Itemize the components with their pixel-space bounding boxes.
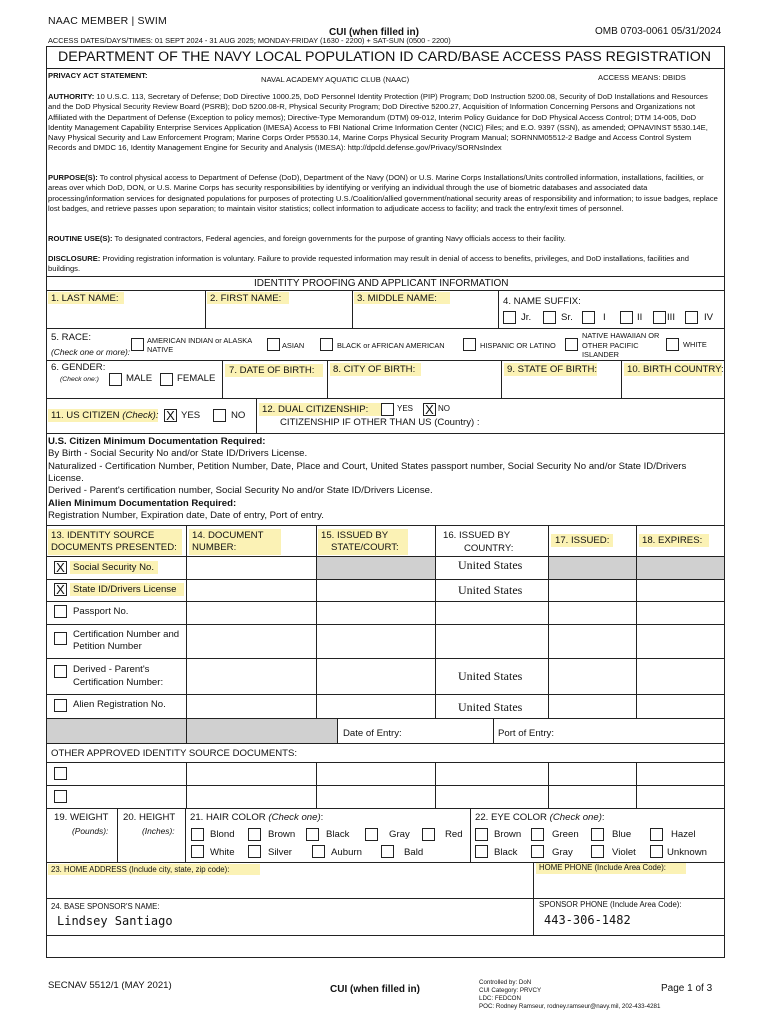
alien-label: Alien Registration No. [73, 699, 166, 710]
ssn-expires-cell [637, 557, 724, 579]
sponsor-phone[interactable]: 443-306-1482 [544, 913, 631, 927]
base-sponsor-name[interactable]: Lindsey Santiago [57, 914, 173, 928]
certification-checkbox[interactable] [54, 632, 67, 645]
race-black-checkbox[interactable] [320, 338, 333, 351]
form-number: SECNAV 5512/1 (MAY 2021) [48, 980, 172, 991]
eye-gray-label: Gray [552, 847, 573, 858]
gender-male-checkbox[interactable] [109, 373, 122, 386]
derived-issued-country[interactable]: United States [458, 669, 523, 683]
col-identity-source-b: DOCUMENTS PRESENTED: [51, 542, 177, 553]
dual-citizenship-label: 12. DUAL CITIZENSHIP: [262, 404, 369, 415]
ssn-issued-by-state-cell [317, 557, 435, 579]
form-title: DEPARTMENT OF THE NAVY LOCAL POPULATION ID CARD/BASE ACCESS PASS REGISTRATION [58, 49, 712, 65]
ssn-checkbox[interactable]: X [54, 561, 67, 574]
race-asian-checkbox[interactable] [267, 338, 280, 351]
suffix-ii-checkbox[interactable] [620, 311, 633, 324]
hair-black-label: Black [326, 829, 350, 840]
disclosure-label: DISCLOSURE: [48, 254, 101, 263]
eye-unknown-checkbox[interactable] [650, 845, 663, 858]
us-citizen-yes-label: YES [181, 410, 201, 421]
col-issued-by-country-b: COUNTRY: [464, 543, 514, 554]
other-doc-checkbox-2[interactable] [54, 790, 67, 803]
home-phone-label: HOME PHONE (Include Area Code): [539, 863, 666, 872]
certification-label-b: Petition Number [73, 641, 142, 652]
dual-citizenship-no-label: NO [438, 404, 450, 413]
race-hawaiian-label: NATIVE HAWAIIAN OR OTHER PACIFIC ISLANDER [582, 331, 660, 359]
routine-use-paragraph [48, 234, 720, 244]
height-unit: (Inches): [142, 826, 175, 836]
other-documents-label: OTHER APPROVED IDENTITY SOURCE DOCUMENTS: [51, 748, 298, 759]
weight-label: 19. WEIGHT [54, 812, 109, 823]
eye-green-label: Green [552, 829, 579, 840]
eye-gray-checkbox[interactable] [531, 845, 544, 858]
eye-brown-checkbox[interactable] [475, 828, 488, 841]
access-dates: ACCESS DATES/DAYS/TIMES: 01 SEPT 2024 - 31 AUG 2025; MONDAY-FRIDAY (1630 - 2200) + SAT-SUN (0500 - 2200) [48, 36, 451, 45]
alien-checkbox[interactable] [54, 699, 67, 712]
race-hispanic-checkbox[interactable] [463, 338, 476, 351]
passport-label: Passport No. [73, 606, 129, 617]
suffix-i-checkbox[interactable] [582, 311, 595, 324]
race-black-label: BLACK or AFRICAN AMERICAN [337, 341, 445, 350]
suffix-iii-checkbox[interactable] [653, 311, 666, 324]
col-document-number-b: NUMBER: [192, 542, 237, 553]
state-of-birth-label: 9. STATE OF BIRTH: [507, 364, 598, 375]
purpose-text: To control physical access to Department of Defense (DoD), Department of the Navy (DON) or U.S. Marine Corps Installations/Units controlled information, installations, facilities, or areas over which DoD, DON, or U.S. Marine Corps has security responsibilities by identifying or verifying an individual through the use of biometric databases and associated data processing/information services for designated populations for purposes of protecting U.S./Coalition/allied government/national security areas of responsibility and information; to issue badges, replace lost badges, and retrieve passes upon separation; to maintain visitor statistics; collect information to adjudicate access to facility; and track the entry/exit times of personnel. [48, 173, 718, 213]
race-white-checkbox[interactable] [666, 338, 679, 351]
gender-female-checkbox[interactable] [160, 373, 173, 386]
middle-name-label: 3. MIDDLE NAME: [357, 293, 437, 304]
race-white-label: WHITE [683, 340, 707, 349]
hair-black-checkbox[interactable] [306, 828, 319, 841]
hair-red-checkbox[interactable] [422, 828, 435, 841]
routine-label: ROUTINE USE(S): [48, 234, 113, 243]
suffix-sr-checkbox[interactable] [543, 311, 556, 324]
col-issued: 17. ISSUED: [555, 535, 610, 546]
suffix-iv-checkbox[interactable] [685, 311, 698, 324]
ssn-label: Social Security No. [73, 562, 155, 573]
us-doc-title: U.S. Citizen Minimum Documentation Required: [48, 436, 266, 447]
eye-violet-checkbox[interactable] [591, 845, 604, 858]
hair-gray-label: Gray [389, 829, 410, 840]
other-doc-checkbox-1[interactable] [54, 767, 67, 780]
ldc: LDC: FEDCON [479, 995, 521, 1002]
routine-text: To designated contractors, Federal agencies, and foreign governments for the purpose of granting Navy officials access to their facility. [112, 234, 566, 243]
hair-silver-checkbox[interactable] [248, 845, 261, 858]
birth-country-label: 10. BIRTH COUNTRY: [627, 364, 724, 375]
eye-blue-checkbox[interactable] [591, 828, 604, 841]
suffix-jr-checkbox[interactable] [503, 311, 516, 324]
gender-hint: (Check one:) [60, 376, 99, 383]
us-doc-naturalized: Naturalized - Certification Number, Petition Number, Date, Place and Court, United States passport number, Social Security No and/or State ID/Drivers [48, 461, 687, 472]
eye-black-checkbox[interactable] [475, 845, 488, 858]
col-issued-by-state-b: STATE/COURT: [331, 542, 399, 553]
hair-auburn-label: Auburn [331, 847, 362, 858]
cui-bottom: CUI (when filled in) [330, 984, 420, 995]
us-citizen-label: 11. US CITIZEN (Check): [51, 410, 159, 421]
state-id-checkbox[interactable]: X [54, 583, 67, 596]
hair-blond-checkbox[interactable] [191, 828, 204, 841]
first-name-label: 2. FIRST NAME: [210, 293, 282, 304]
eye-unknown-label: Unknown [667, 847, 707, 858]
suffix-iii-label: III [667, 312, 675, 323]
hair-gray-checkbox[interactable] [365, 828, 378, 841]
col-issued-by-country: 16. ISSUED BY [443, 530, 511, 541]
page-number: Page 1 of 3 [661, 983, 713, 994]
eye-hazel-checkbox[interactable] [650, 828, 663, 841]
dual-citizenship-yes-checkbox[interactable] [381, 403, 394, 416]
height-label: 20. HEIGHT [123, 812, 176, 823]
purpose-label: PURPOSE(S): [48, 173, 98, 182]
hair-color-label: 21. HAIR COLOR (Check one): [190, 812, 324, 823]
suffix-i-label: I [603, 312, 606, 323]
authority-text: 10 U.S.C. 113, Secretary of Defense; DoD Directive 1000.25, DoD Personnel Identity Protection (PIP) Program; DoD Instruction 5200.08, Security of DoD Installations and Resources and the DoD Physical Security Review Board (PSRB); DoD 5200.08-R, Physical Security Program; DoD Directive 5200.27, Acquisition of Information Concerning Persons and Organizations not Affiliated with the Department of Defense (Exception to policy memos); Directive-Type Memorandum (DTM) 09-012, Interim Policy Guidance for DoD Physical Access Control; DTM 14-005, DoD Identity Management Capability Enterprise Services Application (IMESA) Access to FBI National Crime Information Center (NCIC) Files; and E.O. 9397 (SSN), as amended; OPNAVINST 5530.14E, Navy Physical Security and Law Enforcement Program; Marine Corps Order P5530.14, Marine Corps Physical Security Program Manual; SORNNM05512-2 Badge and Access Control System Records and DMDC 16, Identity Management Engine for Security and Analysis (IMESA): http://dpcld.defense.gov/Privacy/SORNsIndex [48, 92, 708, 153]
gender-label: 6. GENDER: [51, 362, 106, 373]
derived-label: Derived - Parent's [73, 664, 150, 675]
eye-blue-label: Blue [612, 829, 632, 840]
certification-label: Certification Number and [73, 629, 180, 640]
base-sponsor-label: 24. BASE SPONSOR'S NAME: [51, 902, 160, 911]
us-doc-naturalized-cont: License. [48, 473, 84, 484]
eye-brown-label: Brown [494, 829, 522, 840]
hair-white-checkbox[interactable] [191, 845, 204, 858]
derived-label-b: Certification Number: [73, 677, 164, 688]
authority-label: AUTHORITY: [48, 92, 95, 101]
member-tag: NAAC MEMBER | SWIM [48, 15, 167, 27]
dual-citizenship-no-checkbox[interactable]: X [423, 403, 436, 416]
hair-red-label: Red [445, 829, 463, 840]
home-address-label: 23. HOME ADDRESS (Include city, state, zip code): [51, 865, 230, 874]
omb-number: OMB 0703-0061 05/31/2024 [595, 26, 722, 37]
derived-checkbox[interactable] [54, 665, 67, 678]
privacy-act-label: PRIVACY ACT STATEMENT: [48, 71, 148, 80]
us-citizen-no-label: NO [231, 410, 246, 421]
race-hispanic-label: HISPANIC OR LATINO [480, 341, 556, 350]
state-id-issued-country[interactable]: United States [458, 583, 523, 597]
citizenship-country-label: CITIZENSHIP IF OTHER THAN US (Country) : [280, 417, 480, 428]
last-name-label: 1. LAST NAME: [51, 293, 119, 304]
race-american-indian-checkbox[interactable] [131, 338, 144, 351]
race-label: 5. RACE: [51, 332, 91, 343]
hair-brown-label: Brown [268, 829, 296, 840]
sponsor-phone-label: SPONSOR PHONE (Include Area Code): [539, 900, 682, 909]
col-issued-by-state: 15. ISSUED BY [321, 530, 389, 541]
cui-category: CUI Category: PRVCY [479, 987, 542, 994]
hair-white-label: White [210, 847, 235, 858]
ssn-issued-country[interactable]: United States [458, 558, 523, 572]
alien-issued-country[interactable]: United States [458, 700, 523, 714]
eye-violet-label: Violet [612, 847, 636, 858]
hair-auburn-checkbox[interactable] [312, 845, 325, 858]
date-of-entry-label: Date of Entry: [343, 728, 402, 739]
hair-brown-checkbox[interactable] [248, 828, 261, 841]
suffix-ii-label: II [637, 312, 643, 323]
suffix-iv-label: IV [704, 312, 714, 323]
state-id-label: State ID/Drivers License [73, 584, 177, 595]
gender-male-label: MALE [126, 373, 153, 384]
disclosure-text: Providing registration information is voluntary. Failure to provide requested information may result in denial of access to benefits, privileges, and DoD installations, facilities and buildings. [48, 254, 689, 274]
divider [46, 276, 725, 277]
cui-top: CUI (when filled in) [329, 27, 419, 38]
purpose-paragraph [48, 173, 720, 214]
alien-doc-text: Registration Number, Expiration date, Date of entry, Port of entry. [48, 510, 324, 521]
us-citizen-no-checkbox[interactable] [213, 409, 226, 422]
us-doc-by-birth: By Birth - Social Security No and/or State ID/Drivers License. [48, 448, 308, 459]
city-of-birth-label: 8. CITY OF BIRTH: [333, 364, 416, 375]
race-hint: (Check one or more): [51, 347, 131, 357]
hair-bald-checkbox[interactable] [381, 845, 394, 858]
gender-female-label: FEMALE [177, 373, 216, 384]
hair-bald-label: Bald [404, 847, 424, 858]
hair-silver-label: Silver [268, 847, 292, 858]
section-title: IDENTITY PROOFING AND APPLICANT INFORMATION [254, 278, 509, 289]
eye-green-checkbox[interactable] [531, 828, 544, 841]
authority-paragraph [48, 92, 720, 154]
alien-doc-title: Alien Minimum Documentation Required: [48, 498, 237, 509]
race-asian-label: ASIAN [282, 341, 305, 350]
controlled-by: Controlled by: DoN [479, 979, 532, 986]
ssn-issued-cell [549, 557, 636, 579]
access-means: ACCESS MEANS: DBIDS [598, 73, 686, 82]
entry-gray-cell-2 [187, 719, 337, 743]
eye-black-label: Black [494, 847, 518, 858]
eye-hazel-label: Hazel [671, 829, 696, 840]
hair-blond-label: Blond [210, 829, 235, 840]
divider [46, 68, 725, 69]
club-name: NAVAL ACADEMY AQUATIC CLUB (NAAC) [261, 75, 410, 84]
race-american-indian-label: AMERICAN INDIAN or ALASKA NATIVE [147, 336, 252, 354]
poc: POC: Rodney Ramseur, rodney.ramseur@navy.mil, 202-433-4281 [479, 1003, 661, 1010]
us-doc-derived: Derived - Parent's certification number, Social Security No and/or State ID/Drivers License. [48, 485, 433, 496]
passport-checkbox[interactable] [54, 605, 67, 618]
suffix-sr-label: Sr. [561, 312, 573, 323]
divider [46, 290, 725, 291]
entry-gray-cell [47, 719, 186, 743]
dual-citizenship-yes-label: YES [397, 404, 414, 413]
suffix-jr-label: Jr. [521, 312, 532, 323]
race-hawaiian-checkbox[interactable] [565, 338, 578, 351]
col-expires: 18. EXPIRES: [642, 535, 703, 546]
us-citizen-yes-checkbox[interactable]: X [164, 409, 177, 422]
date-of-birth-label: 7. DATE OF BIRTH: [229, 365, 315, 376]
col-identity-source: 13. IDENTITY SOURCE [51, 530, 155, 541]
col-document-number: 14. DOCUMENT [192, 530, 264, 541]
eye-color-label: 22. EYE COLOR (Check one): [475, 812, 605, 823]
weight-unit: (Pounds): [72, 826, 109, 836]
disclosure-paragraph [48, 254, 720, 275]
name-suffix-label: 4. NAME SUFFIX: [503, 296, 581, 307]
port-of-entry-label: Port of Entry: [498, 728, 554, 739]
